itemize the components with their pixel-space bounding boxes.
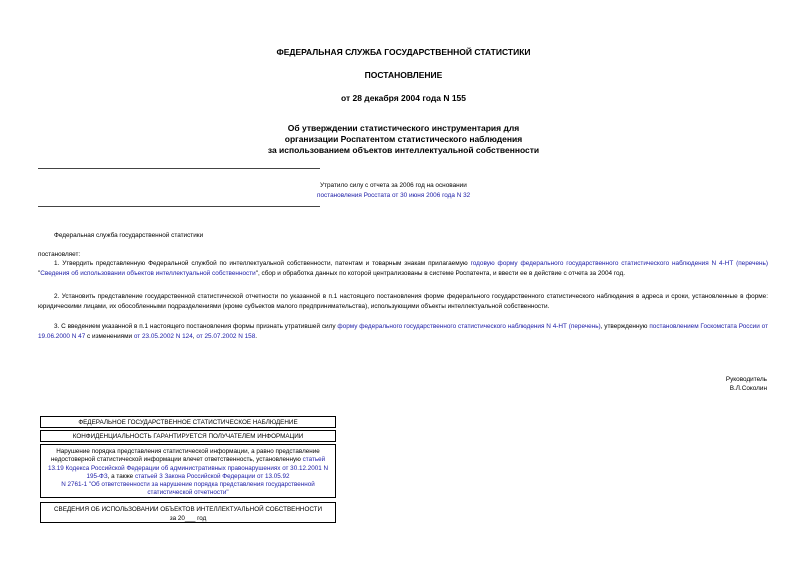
law-article-link[interactable]: статьей 3 Закона Российской Федерации от 13.05.92 bbox=[134, 472, 290, 480]
document-type: ПОСТАНОВЛЕНИЕ bbox=[364, 70, 443, 80]
paragraph-3 bbox=[38, 322, 768, 342]
text: 3. С введением указанной в п.1 настоящего постановления формы признать утратившей силу bbox=[54, 323, 338, 330]
document-title bbox=[0, 123, 807, 156]
text: . bbox=[255, 333, 258, 340]
text: 1. Утвердить представленную Федеральной службой по интеллектуальной собственности, патентам и товарным знакам прилагаемую bbox=[54, 260, 471, 267]
amendment-link[interactable]: от 23.05.2002 N 124 bbox=[133, 333, 193, 340]
decides-text: постановляет: bbox=[38, 251, 81, 258]
goskomstat-link[interactable]: постановлением Госкомстата России от 19.06.2000 N 47 bbox=[38, 323, 768, 340]
form-period: за 20___ год bbox=[169, 514, 207, 522]
notice-line bbox=[45, 465, 331, 473]
notice-line bbox=[45, 456, 331, 464]
divider bbox=[38, 206, 320, 207]
title-line: Об утверждении статистического инструментария для bbox=[287, 123, 520, 133]
amendment-link[interactable]: от 25.07.2002 N 158 bbox=[196, 333, 256, 340]
signature-role: Руководитель bbox=[725, 376, 767, 383]
form-link[interactable]: годовую форму федерального государственного статистического наблюдения N 4-НТ (перечень) bbox=[470, 260, 769, 267]
form-title-link[interactable]: Сведения об использовании объектов интеллектуальной собственности bbox=[40, 270, 256, 277]
title-line: за использованием объектов интеллектуальной собственности bbox=[267, 145, 540, 155]
intro-text: Федеральная служба государственной статистики bbox=[54, 232, 204, 239]
text: , bbox=[192, 333, 197, 340]
code-article-link[interactable]: 13.19 Кодекса Российской Федерации об административных правонарушениях от 30.12.2001 N bbox=[48, 464, 328, 472]
text: , а также bbox=[107, 472, 135, 480]
liability-notice-box bbox=[40, 444, 336, 498]
title-line: организации Роспатентом статистического наблюдения bbox=[284, 134, 523, 144]
notice-line bbox=[45, 489, 331, 497]
notice-line: Нарушение порядка представления статистической информации, а равно представление bbox=[56, 448, 320, 455]
text: ", сбор и обработка данных по которой централизованы в системе Роспатента, и ввести ее в действие с отчета за 2004 год. bbox=[255, 270, 625, 277]
code-article-link[interactable]: статьей bbox=[302, 456, 326, 464]
divider bbox=[38, 168, 320, 169]
signature-name: В.Л.Соколин bbox=[729, 385, 767, 392]
form-title-box bbox=[40, 502, 336, 523]
signature-block bbox=[726, 375, 767, 393]
text: 2. Установить представление государственной статистической отчетности по указанной в п.1 настоящего постановления форме федерального государственного статистического наблюдения в адреса и сроки, установленные в форме: юридическими лицами, их обособленными подразделениями (кроме субъектов малого предпринимательства), использующими объекты интеллектуальной собственности. bbox=[38, 293, 768, 310]
form-title: СВЕДЕНИЯ ОБ ИСПОЛЬЗОВАНИИ ОБЪЕКТОВ ИНТЕЛЛЕКТУАЛЬНОЙ СОБСТВЕННОСТИ bbox=[53, 506, 323, 513]
paragraph-2 bbox=[38, 292, 768, 312]
code-article-link[interactable]: 195-ФЗ bbox=[86, 472, 108, 480]
old-form-link[interactable]: форму федерального государственного статистического наблюдения N 4-НТ (перечень) bbox=[337, 323, 601, 330]
text: " bbox=[38, 270, 41, 277]
confidentiality-box: КОНФИДЕНЦИАЛЬНОСТЬ ГАРАНТИРУЕТСЯ ПОЛУЧАТЕЛЕМ ИНФОРМАЦИИ bbox=[40, 430, 336, 442]
text: недостоверной статистической информации влечет ответственность, установленную bbox=[50, 456, 303, 464]
law-link[interactable]: статистической отчетности" bbox=[147, 489, 229, 497]
paragraph-1 bbox=[38, 259, 768, 279]
form-header-box: ФЕДЕРАЛЬНОЕ ГОСУДАРСТВЕННОЕ СТАТИСТИЧЕСКОЕ НАБЛЮДЕНИЕ bbox=[40, 416, 336, 428]
status-link[interactable]: постановления Росстата от 30 июня 2006 года N 32 bbox=[317, 192, 471, 199]
status-link-wrapper bbox=[317, 191, 470, 200]
text: , утвержденную bbox=[600, 323, 650, 330]
notice-line bbox=[45, 473, 331, 481]
law-link[interactable]: N 2761-1 "Об ответственности за нарушение порядка представления государственной bbox=[61, 481, 315, 489]
agency-heading: ФЕДЕРАЛЬНАЯ СЛУЖБА ГОСУДАРСТВЕННОЙ СТАТИСТИКИ bbox=[276, 47, 531, 57]
status-note: Утратило силу с отчета за 2006 год на основании bbox=[320, 182, 467, 189]
text: с изменениями bbox=[85, 333, 134, 340]
document-date-number: от 28 декабря 2004 года N 155 bbox=[340, 93, 467, 103]
